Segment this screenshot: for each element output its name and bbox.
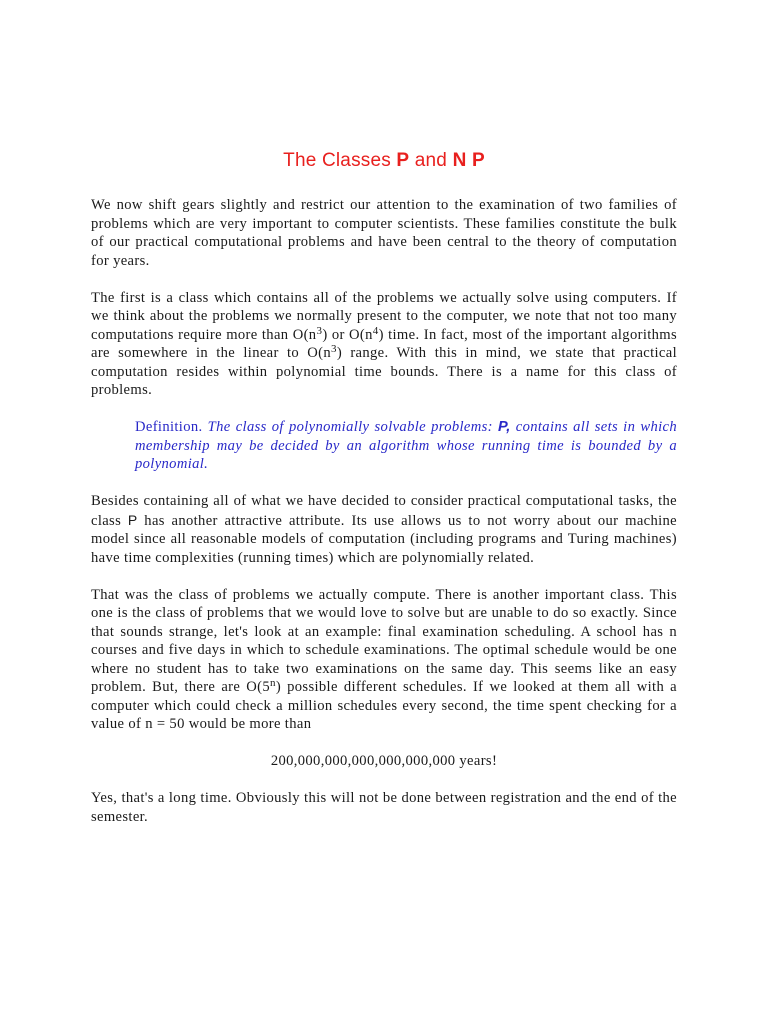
class-p-symbol: P xyxy=(127,511,138,528)
text-segment: ) possible different schedules. If we looked at them all with a computer which could check a million schedules every second, the time spent checking for a value of n = 50 would be more than xyxy=(91,679,677,732)
title-text: The Classes xyxy=(283,150,397,171)
text-segment: The first is a class which contains all of the problems we actually solve using computers. If we think about the problems we normally present to the computer, we note that not too many computations require more than O(n xyxy=(91,289,677,343)
definition-class-p: P, xyxy=(498,419,511,435)
page-title xyxy=(0,150,768,172)
title-np: N P xyxy=(452,150,485,171)
text-segment: Besides containing all of what we have decided to consider practical computational tasks, the class xyxy=(91,493,677,529)
big-number: 200,000,000,000,000,000,000 years! xyxy=(270,753,498,769)
document-body xyxy=(91,196,677,845)
paragraph-polynomial xyxy=(91,289,677,400)
superscript: n xyxy=(270,677,276,689)
text-segment: ) or O(n xyxy=(322,326,373,343)
superscript: 4 xyxy=(372,324,379,337)
superscript: 3 xyxy=(331,343,337,355)
title-and: and xyxy=(409,150,453,171)
definition-text: contains all sets in which membership may be decided by an algorithm whose running time is bounded by a polynomial. xyxy=(135,419,677,472)
paragraph-scheduling xyxy=(91,586,677,734)
definition-block xyxy=(135,418,677,474)
text-segment: has another attractive attribute. Its use allows us to not worry about our machine model since all reasonable models of computation (including programs and Turing machines) have time complexities (running times) which are polynomially related. xyxy=(91,512,678,566)
text-segment: ) range. With this in mind, we state that practical computation resides within polynomial time bounds. There is a name for this class of problems. xyxy=(91,345,677,398)
text-segment: ) time. In fact, most of the important algorithms are somewhere in the linear to O(n xyxy=(91,326,678,361)
paragraph-conclusion: Yes, that's a long time. Obviously this will not be done between registration and the end of the semester. xyxy=(91,790,677,825)
title-p: P xyxy=(396,150,410,171)
definition-label: Definition. xyxy=(135,419,208,435)
paragraph-attributes xyxy=(91,492,677,567)
paragraph-intro: We now shift gears slightly and restrict our attention to the examination of two families of problems which are very important to computer scientists. These families constitute the bulk of our practical computational problems and have been central to the theory of computation for years. xyxy=(91,197,677,269)
superscript: 3 xyxy=(316,324,323,337)
text-segment: That was the class of problems we actually compute. There is another important class. This one is the class of problems that we would love to solve but are unable to do so exactly. Since that sounds strange, let's look at an example: final examination scheduling. A school has n courses and five days in which to schedule examinations. The optimal schedule would be one where no student has to take two examinations on the same day. This seems like an easy problem. But, there are O(5 xyxy=(91,586,677,695)
definition-text: The class of polynomially solvable problems: xyxy=(207,419,499,435)
